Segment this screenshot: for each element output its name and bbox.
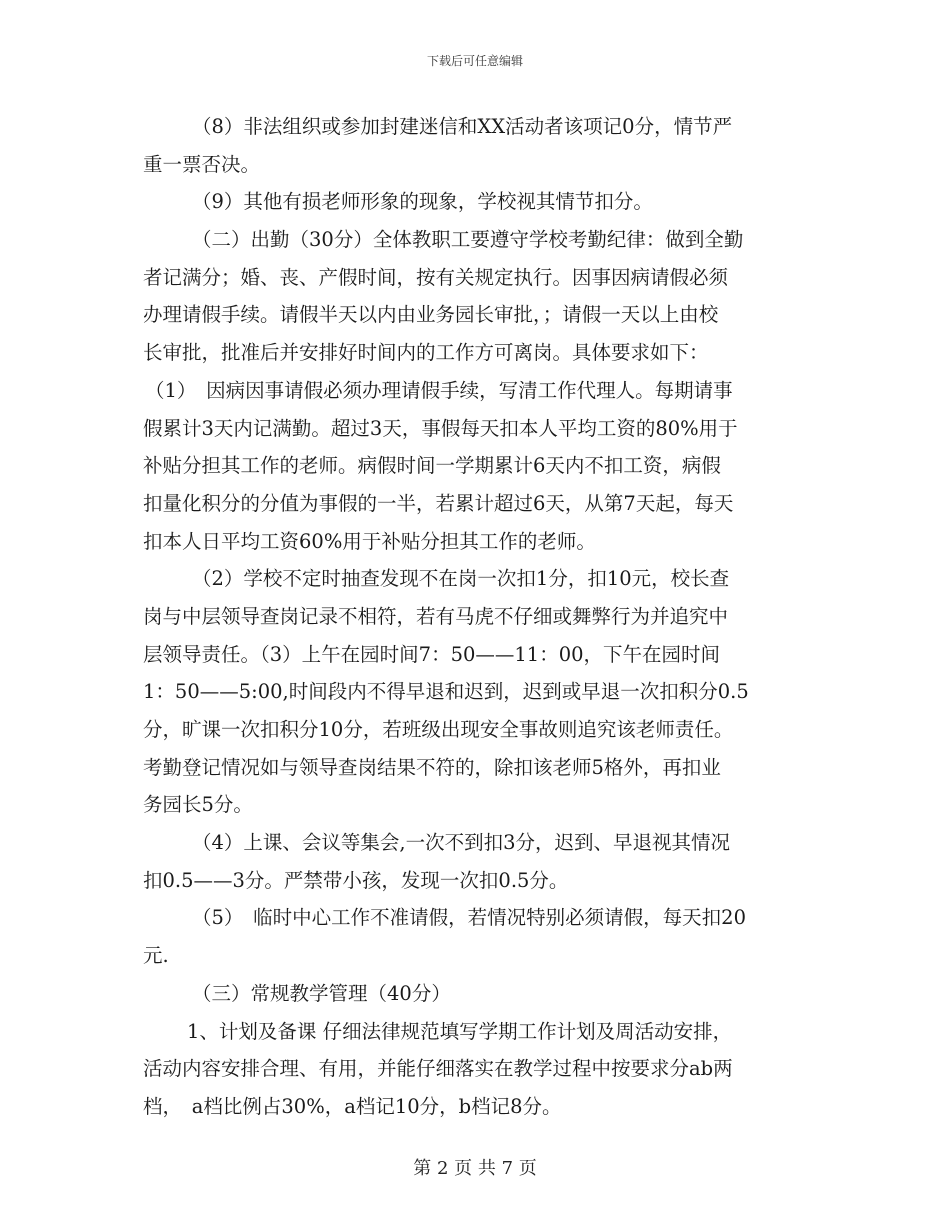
text-line xyxy=(143,183,811,221)
text-line xyxy=(143,636,811,674)
text-line xyxy=(143,523,811,561)
text-line xyxy=(143,673,811,711)
text-line xyxy=(143,410,811,448)
line-text: 1、计划及备课 仔细法律规范填写学期工作计划及周活动安排， xyxy=(187,1019,733,1043)
text-line xyxy=(143,259,811,297)
line-text: （8）非法组织或参加封建迷信和XX活动者该项记0分，情节严 xyxy=(192,115,733,138)
text-line xyxy=(143,711,811,749)
page-header-note: 下载后可任意编辑 xyxy=(426,54,523,68)
line-text: （1） 因病因事请假必须办理请假手续，写清工作代理人。每期请事 xyxy=(145,378,733,402)
text-line xyxy=(143,372,811,410)
line-text: 长审批，批准后并安排好时间内的工作方可离岗。具体要求如下： xyxy=(143,341,709,365)
line-text: 考勤登记情况如与领导查岗结果不符的，除扣该老师5格外，再扣业 xyxy=(143,755,721,779)
text-line xyxy=(143,824,811,862)
line-text: 假累计3天内记满勤。超过3天，事假每天扣本人平均工资的80%用于 xyxy=(143,416,738,440)
line-text: 档， a档比例占30%，a档记10分，b档记8分。 xyxy=(143,1094,562,1118)
document-body xyxy=(143,108,811,1126)
line-text: 岗与中层领导查岗记录不相符，若有马虎不仔细或舞弊行为并追究中 xyxy=(143,604,729,628)
text-line xyxy=(143,146,811,184)
text-line xyxy=(143,975,811,1013)
line-text: （2）学校不定时抽查发现不在岗一次扣1分，扣10元，校长查 xyxy=(192,567,730,591)
text-line xyxy=(143,749,811,787)
line-text: 元. xyxy=(143,944,169,968)
text-line xyxy=(143,1013,811,1051)
line-text: 1：50——5:00,时间段内不得早退和迟到，迟到或早退一次扣积分0.5 xyxy=(143,680,749,704)
line-text: 扣本人日平均工资60%用于补贴分担其工作的老师。 xyxy=(143,529,596,553)
page-number: 第 2 页 共 7 页 xyxy=(413,1158,537,1179)
line-text: （三）常规教学管理（40分） xyxy=(192,981,451,1005)
text-line xyxy=(143,1050,811,1088)
line-text: 者记满分；婚、丧、产假时间，按有关规定执行。因事因病请假必须 xyxy=(143,265,729,289)
text-line xyxy=(143,1088,811,1126)
text-line xyxy=(143,334,811,372)
line-text: 补贴分担其工作的老师。病假时间一学期累计6天内不扣工资，病假 xyxy=(143,454,721,478)
line-text: （5） 临时中心工作不准请假，若情况特别必须请假，每天扣20 xyxy=(192,906,746,930)
line-text: 分，旷课一次扣积分10分，若班级出现安全事故则追究该老师责任。 xyxy=(143,718,734,741)
text-line xyxy=(143,937,811,975)
text-line xyxy=(143,221,811,259)
text-line xyxy=(143,485,811,523)
text-line xyxy=(143,296,811,334)
text-line xyxy=(143,899,811,937)
line-text: （二）出勤（30分）全体教职工要遵守学校考勤纪律：做到全勤 xyxy=(192,228,744,252)
text-line xyxy=(143,598,811,636)
line-text: （4）上课、会议等集会,一次不到扣3分，迟到、早退视其情况 xyxy=(192,831,731,855)
line-text: 务园长5分。 xyxy=(143,793,253,817)
text-line xyxy=(143,447,811,485)
line-text: （9）其他有损老师形象的现象，学校视其情节扣分。 xyxy=(192,190,653,214)
line-text: 扣量化积分的分值为事假的一半，若累计超过6天，从第7天起，每天 xyxy=(143,491,734,515)
text-line xyxy=(143,560,811,598)
line-text: 活动内容安排合理、有用，并能仔细落实在教学过程中按要求分ab两 xyxy=(143,1057,733,1081)
line-text: 办理请假手续。请假半天以内由业务园长审批，；请假一天以上由校 xyxy=(143,303,719,327)
line-text: 扣0.5——3分。严禁带小孩，发现一次扣0.5分。 xyxy=(143,868,569,892)
line-text: 重一票否决。 xyxy=(143,152,261,176)
text-line xyxy=(143,786,811,824)
text-line xyxy=(143,862,811,900)
line-text: 层领导责任。（3）上午在园时间7：50——11：00，下午在园时间 xyxy=(143,642,721,666)
text-line xyxy=(143,108,811,146)
